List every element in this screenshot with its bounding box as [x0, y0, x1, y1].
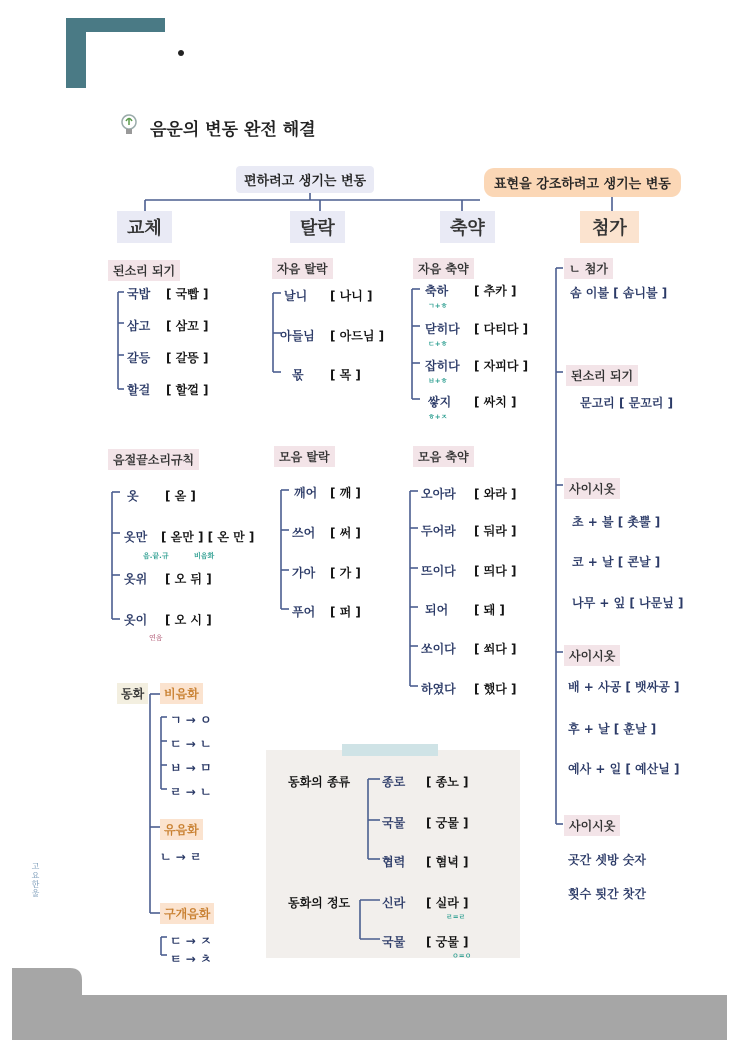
assim-kind-pron: [ 궁물 ]	[426, 816, 469, 830]
assim-kind-label: 동화의 종류	[288, 775, 351, 789]
cons-contract-pron: [ 다티다 ]	[474, 322, 529, 336]
assim-kind-pron: [ 종노 ]	[426, 775, 469, 789]
coda-word: 옷만	[124, 530, 148, 544]
vowel-contract-word: 두어라	[421, 524, 456, 538]
assim-degree-pron: [ 궁물 ]	[426, 935, 469, 949]
saisiot-item: 후 + 날 [ 훈날 ]	[568, 722, 657, 736]
fortis-add-item: 문고리 [ 문꼬리 ]	[580, 396, 674, 410]
coda-word: 옷위	[124, 572, 148, 586]
coda-word: 옷	[127, 489, 139, 503]
cons-contract-pron: [ 싸치 ]	[474, 395, 517, 409]
coda-pron: [ 오 시 ]	[165, 613, 212, 627]
cons-contract-word: 축하	[425, 284, 449, 298]
coda-note-nasal: 비음화	[194, 552, 215, 560]
cons-contract-word: 잡히다	[425, 359, 460, 373]
cons-contract-word: 쌓지	[428, 395, 452, 409]
cons-contract-note: ㅂ+ㅎ	[428, 377, 448, 385]
vowel-contract-word: 뜨이다	[421, 564, 456, 578]
fortis-label: 된소리 되기	[108, 260, 180, 281]
col-addition: 첨가	[580, 211, 639, 243]
vowel-drop-word: 푸어	[292, 605, 316, 619]
page-title: 음운의 변동 완전 해결	[150, 120, 316, 140]
cons-drop-pron: [ 목 ]	[330, 368, 361, 382]
saisiot-item: 코 + 날 [ 콘날 ]	[572, 555, 661, 569]
fortis-pron: [ 삼꼬 ]	[166, 319, 209, 333]
vowel-contract-word: 쏘이다	[421, 642, 456, 656]
vowel-contract-word: 되어	[425, 603, 449, 617]
vowel-contract-pron: [ 와라 ]	[474, 487, 517, 501]
coda-pron: [ 옫 ]	[165, 489, 196, 503]
cons-drop-pron: [ 아드님 ]	[330, 329, 385, 343]
n-add-label: ㄴ 첨가	[564, 258, 613, 279]
palatal-rule: ㄷ → ㅈ	[170, 934, 212, 948]
cons-drop-label: 자음 탈락	[272, 258, 333, 279]
vowel-drop-pron: [ 가 ]	[330, 566, 361, 580]
palatal-label: 구개음화	[160, 903, 214, 924]
vowel-contract-pron: [ 쐬다 ]	[474, 642, 517, 656]
fortis-pron: [ 갈뜽 ]	[166, 351, 209, 365]
saisiot-example: 곳간 셋방 숫자	[568, 853, 646, 867]
assim-kind-word: 협력	[382, 855, 406, 869]
saisiot-label-3: 사이시옷	[564, 815, 620, 836]
vowel-drop-label: 모음 탈락	[274, 446, 335, 467]
coda-pron: [ 옫만 ] [ 온 만 ]	[161, 530, 255, 544]
saisiot-example: 횟수 툇간 찻간	[568, 887, 646, 901]
vowel-contract-pron: [ 둬라 ]	[474, 524, 517, 538]
lightbulb-icon	[120, 113, 138, 137]
cons-contract-pron: [ 추카 ]	[474, 284, 517, 298]
cons-contract-word: 닫히다	[425, 322, 460, 336]
fortis-word: 국밥	[127, 287, 151, 301]
col-replacement: 교체	[117, 211, 172, 243]
fortis-pron: [ 국빱 ]	[166, 287, 209, 301]
saisiot-item: 초 + 불 [ 촛뿔 ]	[572, 515, 661, 529]
col-contraction: 축약	[440, 211, 495, 243]
assim-degree-word: 국물	[382, 935, 406, 949]
cons-contract-label: 자음 축약	[413, 258, 474, 279]
fortis-word: 할걸	[127, 383, 151, 397]
assim-kind-pron: [ 혐녁 ]	[426, 855, 469, 869]
nasal-rule: ㅂ → ㅁ	[170, 761, 212, 775]
cons-contract-note: ㅎ+ㅈ	[428, 413, 448, 421]
vowel-contract-pron: [ 띄다 ]	[474, 564, 517, 578]
cons-drop-word: 몫	[292, 368, 304, 382]
vowel-drop-pron: [ 깨 ]	[330, 486, 361, 500]
coda-note-link: 연음	[149, 634, 163, 642]
vowel-contract-word: 오아라	[421, 487, 456, 501]
col-deletion: 탈락	[290, 211, 345, 243]
assim-kind-word: 국물	[382, 816, 406, 830]
assim-degree-pron: [ 실라 ]	[426, 896, 469, 910]
fortis-word: 삼고	[127, 319, 151, 333]
n-add-item: 솜 이불 [ 솜니불 ]	[570, 286, 668, 300]
saisiot-item: 나무 + 잎 [ 나문닢 ]	[572, 596, 684, 610]
liquid-rule: ㄴ → ㄹ	[160, 850, 202, 864]
vowel-contract-word: 하였다	[421, 682, 456, 696]
vowel-contract-label: 모음 축약	[413, 446, 474, 467]
side-logo: 고요한울	[31, 862, 40, 898]
assim-degree-label: 동화의 정도	[288, 896, 351, 910]
vowel-drop-pron: [ 써 ]	[330, 526, 361, 540]
coda-label: 음절끝소리규칙	[108, 449, 199, 470]
cons-drop-word: 아들님	[280, 329, 315, 343]
nasal-label: 비음화	[160, 683, 203, 704]
vowel-contract-pron: [ 돼 ]	[474, 603, 505, 617]
assim-label: 동화	[117, 683, 148, 704]
cons-contract-pron: [ 자피다 ]	[474, 359, 529, 373]
cons-contract-note: ㄷ+ㅎ	[428, 340, 448, 348]
liquid-label: 유음화	[160, 819, 203, 840]
assim-degree-note: ㅇ=ㅇ	[452, 952, 472, 960]
nasal-rule: ㄷ → ㄴ	[170, 737, 212, 751]
saisiot-label-2: 사이시옷	[564, 645, 620, 666]
assim-kind-word: 종로	[382, 775, 406, 789]
vowel-contract-pron: [ 했다 ]	[474, 682, 517, 696]
fortis-word: 갈등	[127, 351, 151, 365]
vowel-drop-word: 깨어	[294, 486, 318, 500]
saisiot-label-1: 사이시옷	[564, 478, 620, 499]
cons-contract-note: ㄱ+ㅎ	[428, 302, 448, 310]
vowel-drop-word: 쓰어	[292, 526, 316, 540]
assim-degree-note: ㄹ=ㄹ	[446, 913, 466, 921]
header-simple: 편하려고 생기는 변동	[236, 166, 374, 193]
vowel-drop-word: 가아	[292, 566, 316, 580]
header-emphasis: 표현을 강조하려고 생기는 변동	[484, 168, 681, 197]
coda-word: 옷이	[124, 613, 148, 627]
palatal-rule: ㅌ → ㅊ	[170, 952, 212, 966]
fortis-pron: [ 할껄 ]	[166, 383, 209, 397]
assim-degree-word: 신라	[382, 896, 406, 910]
saisiot-item: 예사 + 일 [ 예산닐 ]	[568, 762, 680, 776]
cons-drop-pron: [ 나니 ]	[330, 289, 373, 303]
nasal-rule: ㄹ → ㄴ	[170, 785, 212, 799]
cons-drop-word: 날니	[284, 289, 308, 303]
fortis-add-label: 된소리 되기	[566, 365, 638, 386]
saisiot-item: 배 + 사공 [ 뱃싸공 ]	[568, 680, 680, 694]
nasal-rule: ㄱ → ㅇ	[170, 713, 212, 727]
coda-pron: [ 오 뒤 ]	[165, 572, 212, 586]
vowel-drop-pron: [ 퍼 ]	[330, 605, 361, 619]
coda-note-rule: 음.끝.규	[143, 552, 169, 560]
